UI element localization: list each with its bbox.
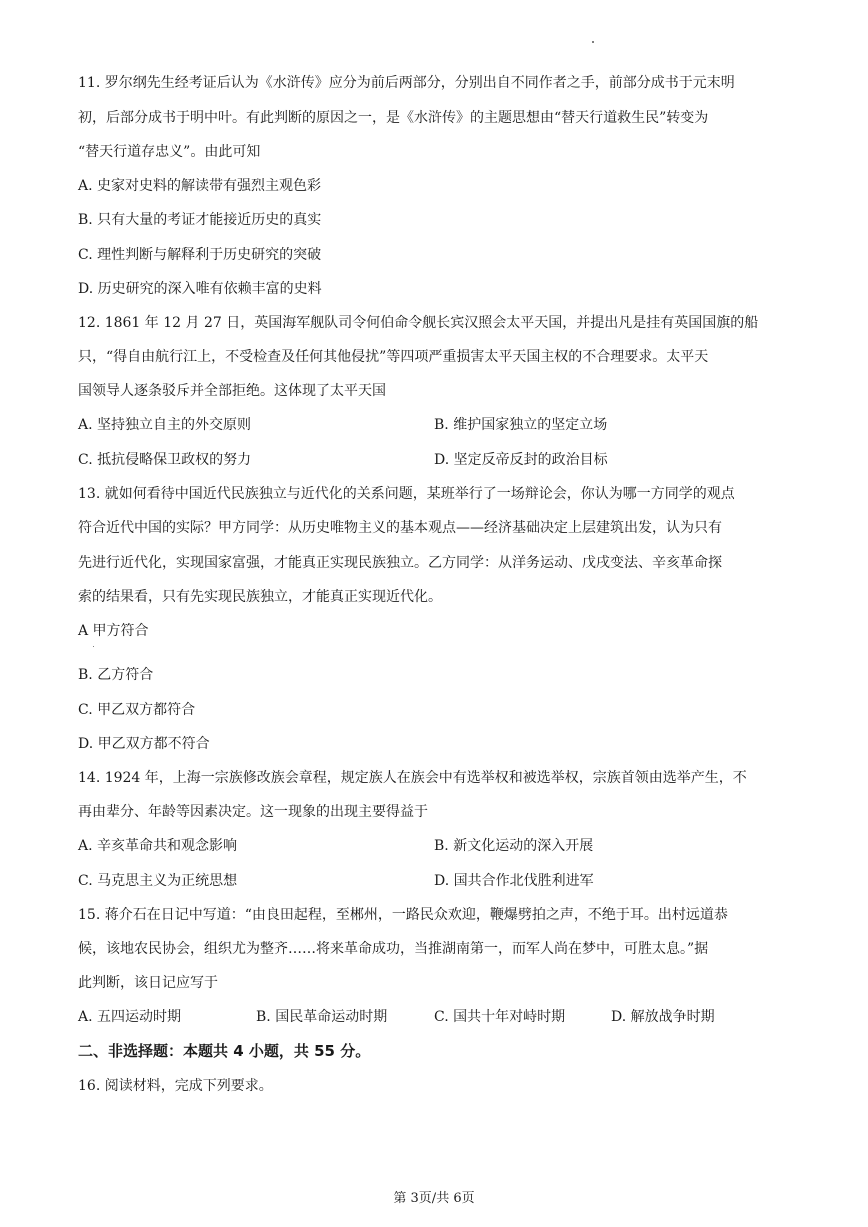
q15-option-b: B. 国民革命运动时期 bbox=[256, 1009, 388, 1025]
q11-option-d: D. 历史研究的深入唯有依赖丰富的史料 bbox=[78, 281, 322, 297]
q15-stem-line-3: 此判断，该日记应写于 bbox=[78, 975, 218, 991]
q15-option-d: D. 解放战争时期 bbox=[611, 1009, 715, 1025]
q13-option-a: A 甲方符合 bbox=[78, 623, 149, 639]
q14-option-d: D. 国共合作北伐胜利进军 bbox=[434, 873, 594, 889]
q11-stem-line-2: 初，后部分成书于明中叶。有此判断的原因之一，是《水浒传》的主题思想由“替天行道救生民”转变为 bbox=[78, 110, 709, 126]
q13-stem-line-4: 索的结果看，只有先实现民族独立，才能真正实现近代化。 bbox=[78, 589, 442, 605]
q12-stem-line-3: 国领导人逐条驳斥并全部拒绝。这体现了太平天国 bbox=[78, 383, 386, 399]
q13-option-c: C. 甲乙双方都符合 bbox=[78, 702, 196, 718]
q13-option-d: D. 甲乙双方都不符合 bbox=[78, 736, 210, 752]
q13-option-b: B. 乙方符合 bbox=[78, 667, 154, 683]
q13-stem-line-1: 13. 就如何看待中国近代民族独立与近代化的关系问题，某班举行了一场辩论会，你认为哪一方同学的观点 bbox=[78, 486, 735, 502]
q16-stem-line-1: 16. 阅读材料，完成下列要求。 bbox=[78, 1078, 273, 1094]
q12-option-c: C. 抵抗侵略保卫政权的努力 bbox=[78, 452, 252, 468]
q15-stem-line-2: 候，该地农民协会，组织尤为整齐……将来革命成功，当推湖南第一，而军人尚在梦中，可胜太息。”据 bbox=[78, 941, 709, 957]
page-footer: 第 3页/共 6页 bbox=[393, 1191, 475, 1206]
q13-stem-line-2: 符合近代中国的实际？甲方同学：从历史唯物主义的基本观点——经济基础决定上层建筑出发，认为只有 bbox=[78, 520, 722, 536]
q12-stem-line-1: 12. 1861 年 12 月 27 日，英国海军舰队司令何伯命令舰长宾汉照会太平天国，并提出凡是挂有英国国旗的船 bbox=[78, 315, 759, 331]
q11-option-c: C. 理性判断与解释利于历史研究的突破 bbox=[78, 247, 322, 263]
q13-stem-line-3: 先进行近代化，实现国家富强，才能真正实现民族独立。乙方同学：从洋务运动、戊戌变法、辛亥革命探 bbox=[78, 555, 722, 571]
scan-speck bbox=[592, 41, 594, 43]
q12-option-a: A. 坚持独立自主的外交原则 bbox=[78, 417, 252, 433]
q15-option-a: A. 五四运动时期 bbox=[78, 1009, 182, 1025]
q14-option-b: B. 新文化运动的深入开展 bbox=[434, 838, 594, 854]
q14-option-a: A. 辛亥革命共和观念影响 bbox=[78, 838, 238, 854]
q11-stem-line-1: 11. 罗尔纲先生经考证后认为《水浒传》应分为前后两部分，分别出自不同作者之手，前部分成书于元末明 bbox=[78, 75, 735, 91]
q11-option-b: B. 只有大量的考证才能接近历史的真实 bbox=[78, 212, 322, 228]
q14-option-c: C. 马克思主义为正统思想 bbox=[78, 873, 238, 889]
q14-stem-line-1: 14. 1924 年，上海一宗族修改族会章程，规定族人在族会中有选举权和被选举权，宗族首领由选举产生，不 bbox=[78, 770, 747, 786]
section-title: 二、非选择题：本题共 4 小题，共 55 分。 bbox=[78, 1042, 371, 1060]
q11-stem-line-3: “替天行道存忠义”。由此可知 bbox=[78, 144, 261, 160]
scan-speck bbox=[93, 646, 94, 647]
q12-option-b: B. 维护国家独立的坚定立场 bbox=[434, 417, 608, 433]
q11-option-a: A. 史家对史料的解读带有强烈主观色彩 bbox=[78, 178, 322, 194]
q12-stem-line-2: 只，“得自由航行江上，不受检查及任何其他侵扰”等四项严重损害太平天国主权的不合理要求。太平天 bbox=[78, 349, 709, 365]
q14-stem-line-2: 再由辈分、年龄等因素决定。这一现象的出现主要得益于 bbox=[78, 804, 428, 820]
q15-option-c: C. 国共十年对峙时期 bbox=[434, 1009, 566, 1025]
q15-stem-line-1: 15. 蒋介石在日记中写道：“由良田起程，至郴州，一路民众欢迎，鞭爆劈拍之声，不绝于耳。出村远道恭 bbox=[78, 907, 728, 923]
q12-option-d: D. 坚定反帝反封的政治目标 bbox=[434, 452, 608, 468]
